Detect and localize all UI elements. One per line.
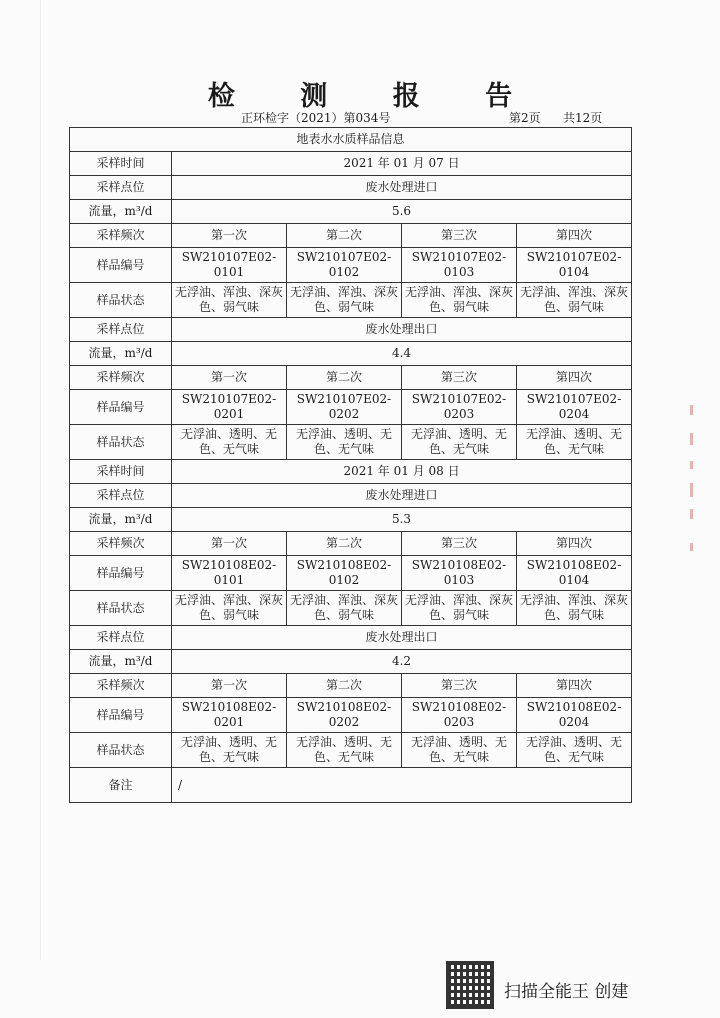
frequency-cell: 第四次 bbox=[517, 366, 632, 390]
sample-id-cell: SW210107E02-0102 bbox=[287, 248, 402, 283]
frequency-row bbox=[70, 224, 632, 248]
scan-marks bbox=[690, 405, 696, 555]
sample-state-cell: 无浮油、透明、无色、无气味 bbox=[172, 733, 287, 768]
frequency-label: 采样频次 bbox=[70, 224, 172, 248]
sample-id-cell: SW210107E02-0103 bbox=[402, 248, 517, 283]
frequency-label: 采样频次 bbox=[70, 532, 172, 556]
watermark-text: 扫描全能王 创建 bbox=[504, 982, 629, 1002]
sample-point-label: 采样点位 bbox=[70, 626, 172, 650]
report-title: 检 测 报 告 bbox=[207, 81, 541, 112]
sample-state-cell: 无浮油、浑浊、深灰色、弱气味 bbox=[172, 283, 287, 318]
sample-state-label: 样品状态 bbox=[70, 591, 172, 626]
sample-id-label: 样品编号 bbox=[70, 248, 172, 283]
qr-code-icon bbox=[446, 961, 494, 1009]
sample-time-label: 采样时间 bbox=[70, 152, 172, 176]
flow-label: 流量，m³/d bbox=[70, 650, 172, 674]
sample-id-label: 样品编号 bbox=[70, 698, 172, 733]
flow-value: 4.4 bbox=[172, 342, 632, 366]
sample-id-cell: SW210107E02-0204 bbox=[517, 390, 632, 425]
sample-state-cell: 无浮油、浑浊、深灰色、弱气味 bbox=[287, 283, 402, 318]
sample-state-cell: 无浮油、浑浊、深灰色、弱气味 bbox=[172, 591, 287, 626]
sample-point-row bbox=[70, 626, 632, 650]
remark-value: / bbox=[172, 768, 632, 803]
sample-state-label: 样品状态 bbox=[70, 283, 172, 318]
page-number: 第2页 bbox=[509, 111, 541, 125]
sample-info-table bbox=[69, 127, 632, 803]
sample-state-cell: 无浮油、透明、无色、无气味 bbox=[517, 425, 632, 460]
sample-point-value: 废水处理出口 bbox=[172, 626, 632, 650]
frequency-cell: 第四次 bbox=[517, 224, 632, 248]
sample-state-cell: 无浮油、浑浊、深灰色、弱气味 bbox=[517, 591, 632, 626]
sample-id-cell: SW210107E02-0202 bbox=[287, 390, 402, 425]
flow-label: 流量，m³/d bbox=[70, 200, 172, 224]
sample-id-row bbox=[70, 556, 632, 591]
sample-point-value: 废水处理出口 bbox=[172, 318, 632, 342]
sample-state-cell: 无浮油、透明、无色、无气味 bbox=[517, 733, 632, 768]
sample-id-cell: SW210108E02-0202 bbox=[287, 698, 402, 733]
frequency-cell: 第二次 bbox=[287, 532, 402, 556]
frequency-cell: 第三次 bbox=[402, 674, 517, 698]
sample-time-row bbox=[70, 152, 632, 176]
report-number: 正环检字（2021）第034号 bbox=[241, 111, 391, 125]
sample-id-cell: SW210107E02-0203 bbox=[402, 390, 517, 425]
sample-state-label: 样品状态 bbox=[70, 733, 172, 768]
sample-id-cell: SW210108E02-0103 bbox=[402, 556, 517, 591]
remark-row bbox=[70, 768, 632, 803]
frequency-cell: 第二次 bbox=[287, 224, 402, 248]
flow-value: 4.2 bbox=[172, 650, 632, 674]
sample-id-row bbox=[70, 248, 632, 283]
frequency-row bbox=[70, 674, 632, 698]
sample-state-row bbox=[70, 733, 632, 768]
sample-id-label: 样品编号 bbox=[70, 390, 172, 425]
sample-id-cell: SW210107E02-0201 bbox=[172, 390, 287, 425]
frequency-cell: 第三次 bbox=[402, 532, 517, 556]
sample-id-cell: SW210108E02-0201 bbox=[172, 698, 287, 733]
sample-id-cell: SW210108E02-0204 bbox=[517, 698, 632, 733]
remark-label: 备注 bbox=[70, 768, 172, 803]
sample-point-row bbox=[70, 176, 632, 200]
frequency-cell: 第三次 bbox=[402, 366, 517, 390]
flow-label: 流量，m³/d bbox=[70, 342, 172, 366]
sample-state-cell: 无浮油、透明、无色、无气味 bbox=[402, 425, 517, 460]
sample-id-cell: SW210108E02-0102 bbox=[287, 556, 402, 591]
sample-date: 2021 年 01 月 07 日 bbox=[172, 152, 632, 176]
sample-state-label: 样品状态 bbox=[70, 425, 172, 460]
sample-state-cell: 无浮油、浑浊、深灰色、弱气味 bbox=[517, 283, 632, 318]
frequency-row bbox=[70, 366, 632, 390]
sample-point-label: 采样点位 bbox=[70, 318, 172, 342]
flow-value: 5.3 bbox=[172, 508, 632, 532]
sample-point-label: 采样点位 bbox=[70, 484, 172, 508]
sample-id-row bbox=[70, 698, 632, 733]
frequency-cell: 第三次 bbox=[402, 224, 517, 248]
frequency-cell: 第一次 bbox=[172, 674, 287, 698]
sample-id-cell: SW210108E02-0104 bbox=[517, 556, 632, 591]
sample-state-cell: 无浮油、浑浊、深灰色、弱气味 bbox=[287, 591, 402, 626]
sample-point-value: 废水处理进口 bbox=[172, 176, 632, 200]
frequency-row bbox=[70, 532, 632, 556]
flow-row bbox=[70, 650, 632, 674]
frequency-cell: 第一次 bbox=[172, 224, 287, 248]
total-pages: 共12页 bbox=[563, 111, 603, 125]
sample-state-cell: 无浮油、透明、无色、无气味 bbox=[402, 733, 517, 768]
flow-row bbox=[70, 508, 632, 532]
sample-id-cell: SW210108E02-0203 bbox=[402, 698, 517, 733]
sample-id-cell: SW210107E02-0101 bbox=[172, 248, 287, 283]
sample-state-row bbox=[70, 283, 632, 318]
sample-time-label: 采样时间 bbox=[70, 460, 172, 484]
sample-state-cell: 无浮油、透明、无色、无气味 bbox=[287, 733, 402, 768]
sample-point-row bbox=[70, 318, 632, 342]
table-title-row bbox=[70, 128, 632, 152]
sample-state-cell: 无浮油、浑浊、深灰色、弱气味 bbox=[402, 283, 517, 318]
sample-state-row bbox=[70, 425, 632, 460]
sample-time-row bbox=[70, 460, 632, 484]
frequency-cell: 第二次 bbox=[287, 366, 402, 390]
sample-state-cell: 无浮油、透明、无色、无气味 bbox=[172, 425, 287, 460]
frequency-cell: 第一次 bbox=[172, 366, 287, 390]
sample-state-cell: 无浮油、透明、无色、无气味 bbox=[287, 425, 402, 460]
flow-label: 流量，m³/d bbox=[70, 508, 172, 532]
page-edge bbox=[40, 0, 41, 960]
sample-point-label: 采样点位 bbox=[70, 176, 172, 200]
sample-id-row bbox=[70, 390, 632, 425]
table-title: 地表水水质样品信息 bbox=[70, 128, 632, 152]
sample-id-label: 样品编号 bbox=[70, 556, 172, 591]
sample-point-value: 废水处理进口 bbox=[172, 484, 632, 508]
flow-row bbox=[70, 200, 632, 224]
sample-id-cell: SW210107E02-0104 bbox=[517, 248, 632, 283]
flow-row bbox=[70, 342, 632, 366]
frequency-cell: 第二次 bbox=[287, 674, 402, 698]
frequency-cell: 第四次 bbox=[517, 532, 632, 556]
sample-id-cell: SW210108E02-0101 bbox=[172, 556, 287, 591]
frequency-cell: 第一次 bbox=[172, 532, 287, 556]
sample-state-row bbox=[70, 591, 632, 626]
frequency-label: 采样频次 bbox=[70, 674, 172, 698]
frequency-label: 采样频次 bbox=[70, 366, 172, 390]
sample-state-cell: 无浮油、浑浊、深灰色、弱气味 bbox=[402, 591, 517, 626]
sample-point-row bbox=[70, 484, 632, 508]
flow-value: 5.6 bbox=[172, 200, 632, 224]
sample-date: 2021 年 01 月 08 日 bbox=[172, 460, 632, 484]
frequency-cell: 第四次 bbox=[517, 674, 632, 698]
